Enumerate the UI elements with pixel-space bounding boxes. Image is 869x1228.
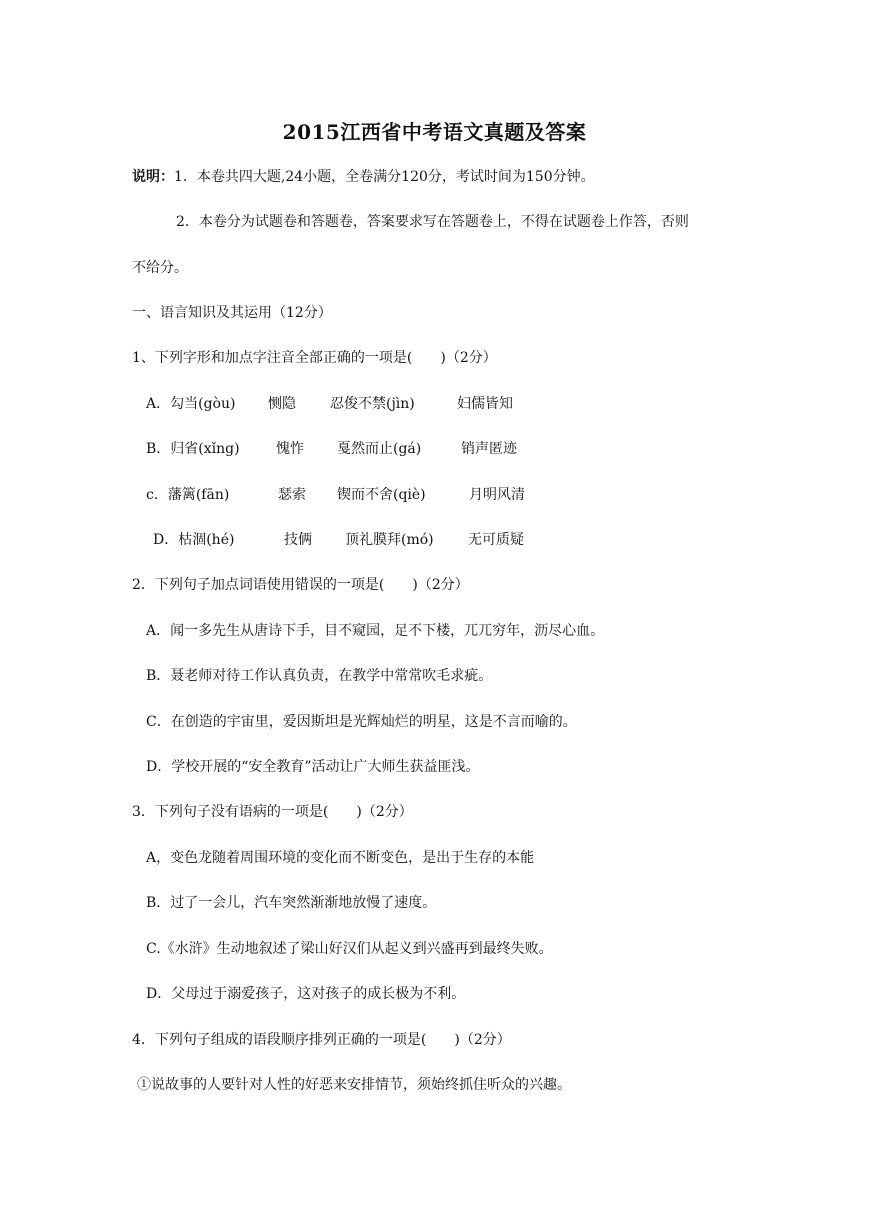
- question-3-option-d: D．父母过于溺爱孩子，这对孩子的成长极为不利。: [146, 986, 466, 1002]
- option-term: c．藩篱(fān): [146, 487, 230, 503]
- instructions-line-1: [132, 166, 595, 186]
- question-2-option-b: B．聂老师对待工作认真负责，在教学中常常吹毛求疵。: [146, 668, 493, 684]
- instructions-line-3: 不给分。: [132, 260, 188, 276]
- question-4-stem: 4．下列句子组成的语段顺序排列正确的一项是( )（2分）: [132, 1032, 511, 1048]
- question-3-option-a: A，变色龙随着周围环境的变化而不断变色，是出于生存的本能: [146, 850, 535, 866]
- option-term: 月明风清: [469, 487, 525, 503]
- section-heading: 一、语言知识及其运用（12分）: [132, 305, 332, 321]
- question-1-option-d: [153, 529, 524, 549]
- option-term: 技俩: [284, 532, 312, 548]
- question-1-option-a: [146, 393, 513, 413]
- document-title: 2015江西省中考语文真题及答案: [282, 120, 587, 144]
- question-2-stem: 2．下列句子加点词语使用错误的一项是( )（2分）: [132, 577, 469, 593]
- question-2-option-c: C．在创造的宇宙里，爱因斯坦是光辉灿烂的明星，这是不言而喻的。: [146, 714, 577, 730]
- option-term: A．勾当(gòu): [146, 396, 236, 412]
- question-3-stem: 3．下列句子没有语病的一项是( )（2分）: [132, 804, 413, 820]
- option-term: 销声匿迹: [461, 441, 517, 457]
- question-2-option-a: A．闻一多先生从唐诗下手，目不窥园，足不下楼，兀兀穷年，沥尽心血。: [146, 623, 605, 639]
- option-term: 瑟索: [278, 487, 306, 503]
- instructions-line-2: 2．本卷分为试题卷和答题卷，答案要求写在答题卷上，不得在试题卷上作答，否则: [176, 214, 689, 230]
- question-1-stem: 1、下列字形和加点字注音全部正确的一项是( )（2分）: [132, 350, 497, 366]
- question-3-option-c: C.《水浒》生动地叙述了梁山好汉们从起义到兴盛再到最终失败。: [146, 941, 553, 957]
- option-term: 无可质疑: [468, 532, 524, 548]
- option-term: 妇儒皆知: [457, 396, 513, 412]
- instructions-label: 说明：: [132, 169, 174, 185]
- instructions-text-1: 1．本卷共四大题,24小题，全卷满分120分，考试时间为150分钟。: [174, 169, 595, 185]
- question-4-item-1: ①说故事的人要针对人性的好恶来安排情节，须始终抓住听众的兴趣。: [137, 1077, 571, 1093]
- question-1-option-b: [146, 438, 517, 458]
- option-term: 忍俊不禁(jìn): [330, 396, 415, 412]
- question-3-option-b: B．过了一会儿，汽车突然渐渐地放慢了速度。: [146, 895, 437, 911]
- option-term: 锲而不舍(qiè): [337, 487, 426, 503]
- option-term: 顶礼膜拜(mó): [345, 532, 434, 548]
- option-term: 恻隐: [268, 396, 296, 412]
- question-1-option-c: [146, 484, 525, 504]
- option-term: 愧怍: [276, 441, 304, 457]
- option-term: D．枯涸(hé): [153, 532, 235, 548]
- question-2-option-d: D．学校开展的“安全教育”活动让广大师生获益匪浅。: [146, 759, 480, 775]
- option-term: B．归省(xǐng): [146, 441, 240, 457]
- option-term: 戛然而止(gá): [337, 441, 422, 457]
